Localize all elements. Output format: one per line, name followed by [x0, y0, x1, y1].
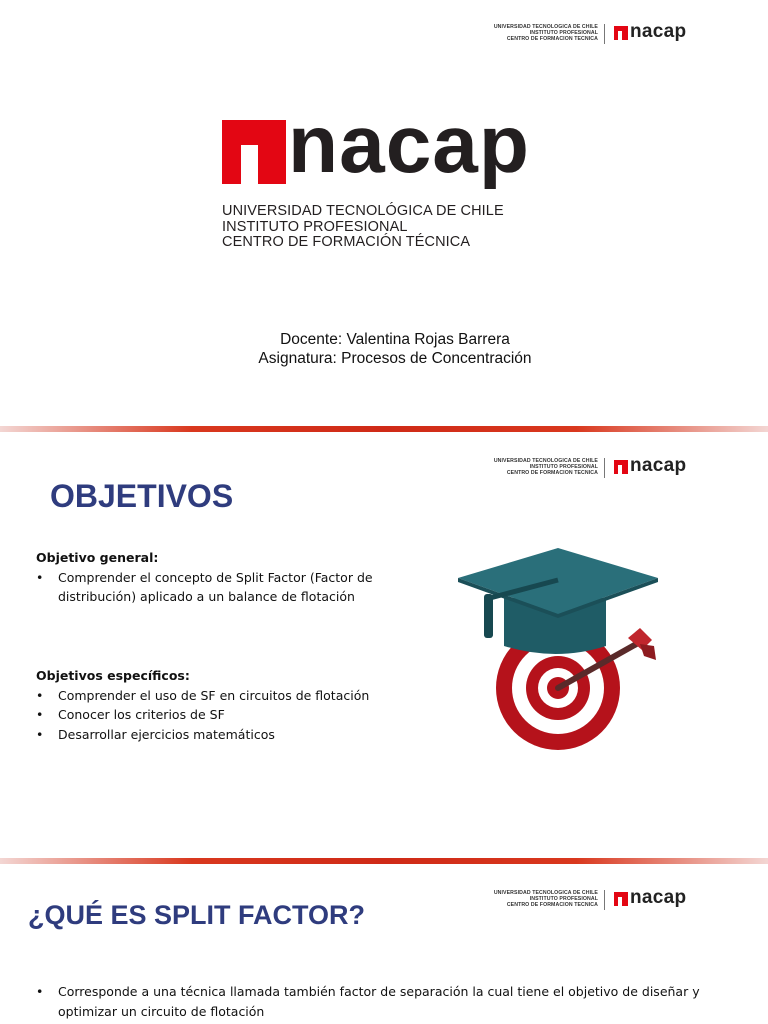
inacap-mark-icon	[614, 26, 628, 40]
header-institution-lines	[470, 458, 598, 476]
docente-text: Docente: Valentina Rojas Barrera	[280, 331, 510, 348]
header-line-1: UNIVERSIDAD TECNOLOGICA DE CHILE	[493, 458, 598, 464]
institution-line-1: UNIVERSIDAD TECNOLÓGICA DE CHILE	[222, 203, 504, 219]
header-wordmark: nacap	[630, 887, 687, 908]
specific-objectives	[36, 666, 406, 744]
header-line-2: INSTITUTO PROFESIONAL	[529, 896, 598, 902]
main-logo	[222, 99, 542, 258]
institution-line-3: CENTRO DE FORMACIÓN TÉCNICA	[222, 234, 471, 250]
header-institution-lines	[470, 24, 598, 42]
header-line-2: INSTITUTO PROFESIONAL	[529, 30, 598, 36]
header-line-3: CENTRO DE FORMACION TECNICA	[506, 470, 598, 476]
header-separator	[604, 458, 605, 478]
general-objective	[36, 548, 386, 607]
split-factor-definition	[36, 982, 726, 1022]
list-item: • Conocer los criterios de SF	[36, 705, 406, 725]
header-line-1: UNIVERSIDAD TECNOLOGICA DE CHILE	[493, 24, 598, 30]
general-heading: Objetivo general:	[36, 550, 159, 565]
header-line-2: INSTITUTO PROFESIONAL	[529, 464, 598, 470]
header-logo	[470, 887, 730, 920]
institution-line-2: INSTITUTO PROFESIONAL	[222, 218, 408, 235]
header-separator	[604, 24, 605, 44]
header-line-1: UNIVERSIDAD TECNOLOGICA DE CHILE	[493, 890, 598, 896]
list-item: • Desarrollar ejercicios matemáticos	[36, 725, 406, 745]
header-logo	[470, 21, 730, 54]
specific-heading: Objetivos específicos:	[36, 668, 190, 683]
header-institution-lines	[470, 890, 598, 908]
inacap-big-mark-icon	[222, 120, 286, 184]
slide-split-factor	[0, 864, 768, 1024]
arrow-fletching-bottom	[640, 644, 656, 660]
header-line-3: CENTRO DE FORMACION TECNICA	[506, 902, 598, 908]
header-logo	[470, 455, 730, 488]
list-item: • Comprender el concepto de Split Factor (Factor de distribución) aplicado a un balance de flotación	[36, 568, 386, 607]
header-wordmark: nacap	[630, 21, 687, 42]
inacap-mark-icon	[614, 460, 628, 474]
header-wordmark: nacap	[630, 455, 687, 476]
header-separator	[604, 890, 605, 910]
main-institution-lines	[222, 204, 504, 251]
main-wordmark: nacap	[288, 99, 530, 190]
page-title: ¿QUÉ ES SPLIT FACTOR?	[28, 900, 366, 930]
page-title: OBJETIVOS	[50, 478, 234, 514]
tassel	[484, 594, 493, 638]
slide-title	[0, 0, 768, 426]
asignatura-text: Asignatura: Procesos de Concentración	[258, 350, 532, 367]
credits	[0, 330, 768, 368]
list-item: • Corresponde a una técnica llamada también factor de separación la cual tiene el objetivo de diseñar y optimizar un circuito de flotación	[36, 982, 726, 1022]
list-item: • Comprender el uso de SF en circuitos de flotación	[36, 686, 406, 706]
slide-objetivos	[0, 432, 768, 858]
inacap-mark-icon	[614, 892, 628, 906]
graduation-cap-target-icon	[456, 548, 662, 750]
header-line-3: CENTRO DE FORMACION TECNICA	[506, 36, 598, 42]
